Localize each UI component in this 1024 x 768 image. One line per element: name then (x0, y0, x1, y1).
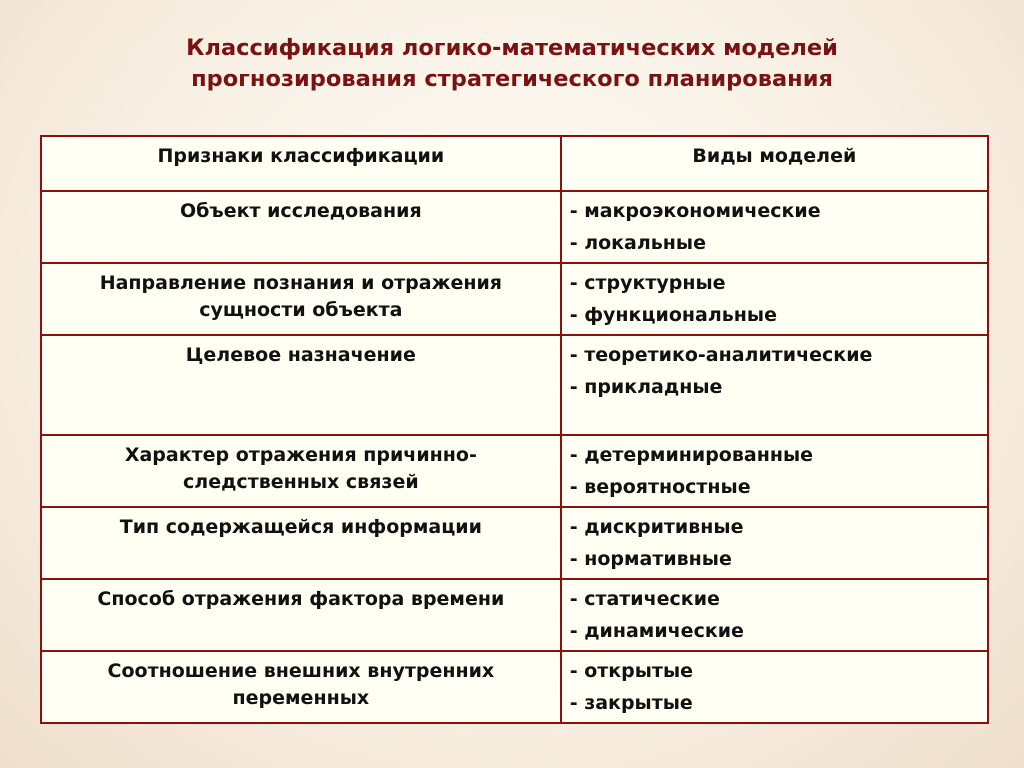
table-header-row (41, 136, 988, 191)
type-item: - детерминированные (569, 444, 814, 466)
type-item: - статические (569, 588, 720, 610)
table-row (41, 651, 988, 723)
type-item: - динамические (569, 620, 744, 642)
header-model-types: Виды моделей (561, 136, 988, 191)
type-item: - макроэкономические (569, 200, 821, 222)
type-item: - дискритивные (569, 516, 744, 538)
types-cell (561, 263, 988, 335)
feature-cell: Направление познания и отражения сущности объекта (41, 263, 561, 335)
title-line-2: прогнозирования стратегического планирования (191, 66, 833, 92)
types-cell (561, 507, 988, 579)
type-item: - структурные (569, 272, 726, 294)
table-row (41, 579, 988, 651)
type-item: - теоретико-аналитические (569, 344, 873, 366)
feature-cell: Характер отражения причинно-следственных связей (41, 435, 561, 507)
table-row (41, 263, 988, 335)
feature-cell: Соотношение внешних внутренних переменных (41, 651, 561, 723)
feature-cell: Тип содержащейся информации (41, 507, 561, 579)
type-item: - прикладные (569, 376, 723, 398)
table-row (41, 335, 988, 435)
table-row (41, 507, 988, 579)
type-item: - закрытые (569, 692, 693, 714)
types-cell (561, 651, 988, 723)
classification-table (40, 135, 989, 724)
types-cell (561, 435, 988, 507)
header-features: Признаки классификации (41, 136, 561, 191)
type-item: - нормативные (569, 548, 732, 570)
feature-cell: Целевое назначение (41, 335, 561, 435)
type-item: - открытые (569, 660, 694, 682)
table-row (41, 435, 988, 507)
type-item: - локальные (569, 232, 706, 254)
type-item: - функциональные (569, 304, 777, 326)
table-row (41, 191, 988, 263)
title-line-1: Классификация логико-математических моделей (186, 35, 838, 61)
types-cell (561, 579, 988, 651)
types-cell (561, 335, 988, 435)
types-cell (561, 191, 988, 263)
type-item: - вероятностные (569, 476, 751, 498)
feature-cell: Объект исследования (41, 191, 561, 263)
feature-cell: Способ отражения фактора времени (41, 579, 561, 651)
slide-title (0, 33, 1024, 95)
